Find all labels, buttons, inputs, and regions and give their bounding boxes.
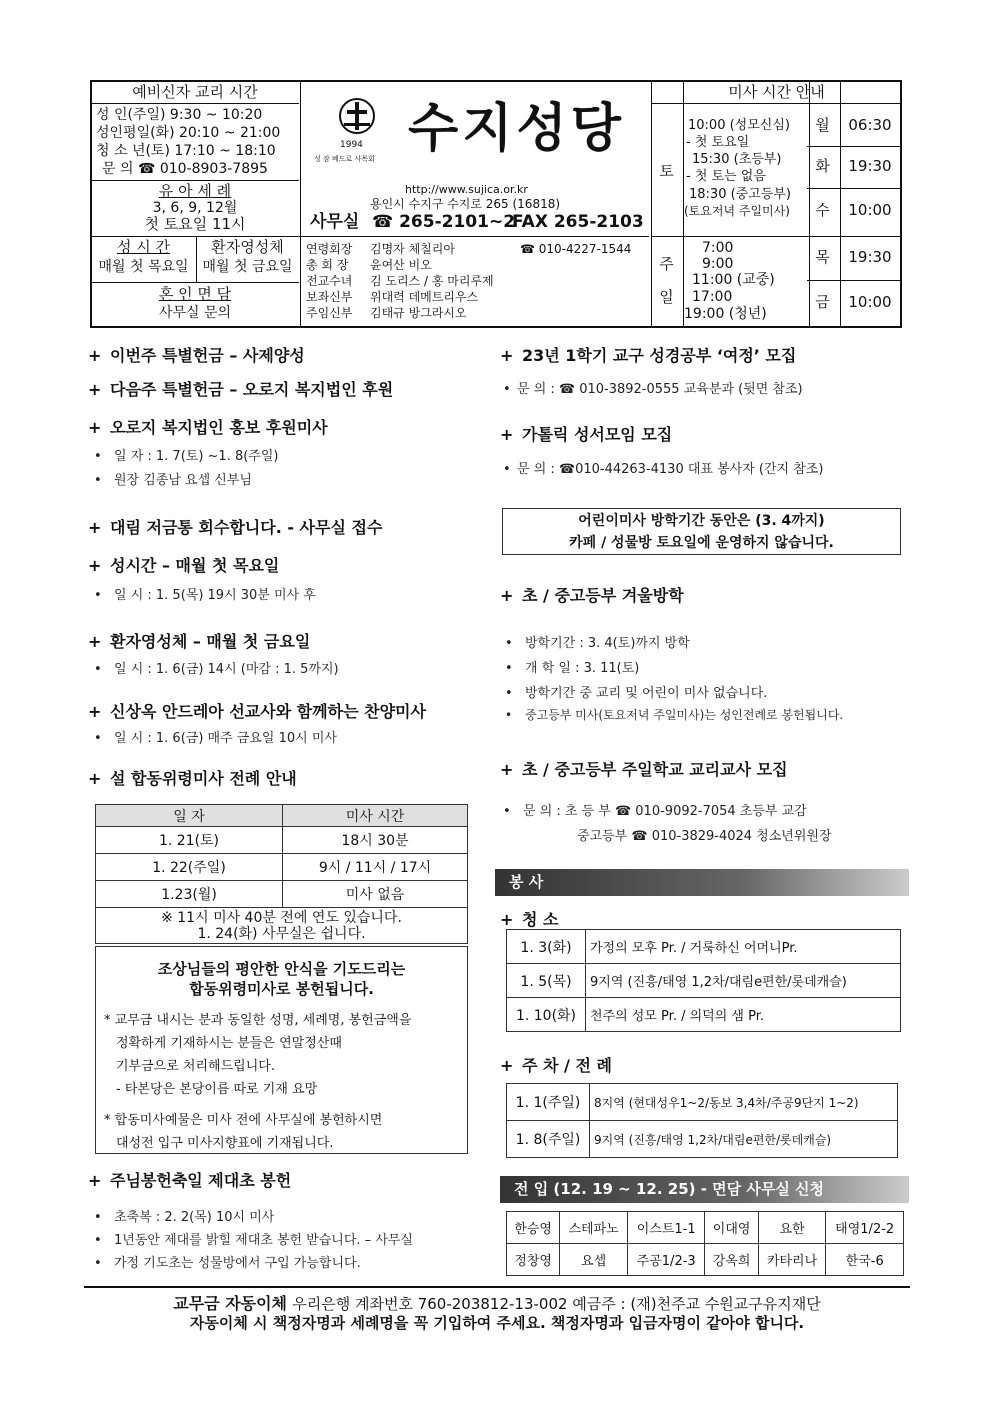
list-item: • 개 학 일 : 3. 11(토) — [505, 661, 640, 676]
mass-times-title: 미사 시간 안내 — [728, 83, 825, 101]
list-item: • 일 시 : 1. 6(금) 14시 (마감 : 1. 5까지) — [94, 662, 339, 677]
list-item: • 일 시 : 1. 6(금) 매주 금요일 10시 미사 — [94, 731, 337, 746]
list-item: • 일 시 : 1. 5(목) 19시 30분 미사 후 — [94, 588, 316, 603]
office-label: 사무실 — [310, 212, 360, 232]
table-header: 미사 시간 — [283, 805, 468, 827]
office-phone: ☎ 265-2101~2 — [372, 212, 516, 232]
section-title: + 환자영성체 – 매월 첫 금요일 — [88, 632, 311, 651]
saturday-time: 15:30 (초등부) — [692, 152, 782, 167]
table-row: 1. 8(주일) 9지역 (진흥/태영 1,2차/대림e편한/롯데캐슬) — [507, 1121, 898, 1158]
weekday-time: 06:30 — [848, 116, 892, 134]
notice-line: 카페 / 성물방 토요일에 운영하지 않습니다. — [569, 535, 834, 551]
staff-name: 윤여산 비오 — [370, 258, 432, 272]
sick-communion-title: 환자영성체 — [211, 238, 284, 256]
website-link[interactable]: http://www.sujica.or.kr — [405, 183, 528, 196]
section-title: + 주 차 / 전 례 — [500, 1056, 612, 1075]
memorial-box-title: 합동위령미사로 봉헌됩니다. — [189, 980, 374, 998]
section-title: + 초 / 중고등부 겨울방학 — [500, 586, 684, 605]
table-row: 1. 10(화) 천주의 성모 Pr. / 의덕의 샘 Pr. — [507, 998, 901, 1032]
catechism-title: 예비신자 교리 시간 — [132, 83, 258, 101]
catechism-row: 성인평일(화) 20:10 ~ 21:00 — [96, 125, 281, 141]
sunday-time: 11:00 (교중) — [692, 272, 775, 288]
emblem-caption: 성 잠 베드로 사목회 — [314, 155, 375, 163]
weekday-time: 10:00 — [848, 293, 892, 311]
table-row: 1. 5(목) 9지역 (진흥/태영 1,2차/대림e편한/롯데캐슬) — [507, 964, 901, 998]
section-title: + 청 소 — [500, 910, 559, 929]
infant-baptism-months: 3, 6, 9, 12월 — [152, 200, 238, 216]
section-title: + 가톨릭 성서모임 모집 — [500, 425, 673, 444]
marriage-contact: 사무실 문의 — [158, 305, 232, 321]
sunday-label: 일 — [659, 288, 674, 306]
transfer-banner: 전 입 (12. 19 ~ 12. 25) - 면담 사무실 신청 — [500, 1176, 909, 1203]
section-title: + 23년 1학기 교구 성경공부 ‘여정’ 모집 — [500, 346, 797, 365]
footer — [84, 1286, 910, 1333]
weekday-label: 월 — [815, 116, 830, 134]
footer-autopay-label: 교무금 자동이체 — [173, 1294, 288, 1313]
staff-role: 총 회 장 — [306, 258, 349, 272]
table-row — [96, 908, 468, 944]
service-banner: 봉 사 — [495, 869, 909, 896]
weekday-label: 화 — [815, 157, 830, 175]
list-item: • 문 의 : ☎010-44263-4130 대표 봉사자 (간지 참조) — [503, 462, 824, 477]
weekday-time: 19:30 — [848, 157, 892, 175]
table-row: 정창영 요셉 주공1/2-3 강옥희 카타리나 한국-6 — [507, 1244, 904, 1276]
memorial-box-note: - 타본당은 본당이름 따로 기재 요망 — [116, 1082, 318, 1097]
memorial-box-note: * 합동미사예물은 미사 전에 사무실에 봉헌하시면 — [104, 1113, 383, 1128]
staff-role: 주임신부 — [306, 306, 353, 320]
staff-role: 전교수녀 — [306, 274, 353, 288]
table-row: 한승영 스테파노 이스트1-1 이대영 요한 태영1/2-2 — [507, 1212, 904, 1244]
table-row: 1. 1(주일) 8지역 (현대성우1~2/동보 3,4차/주공9단지 1~2) — [507, 1084, 898, 1121]
memorial-note: 1. 24(화) 사무실은 쉽니다. — [197, 925, 366, 942]
catechism-row: 성 인(주일) 9:30 ~ 10:20 — [96, 107, 263, 123]
table-row: 1.23(월) 미사 없음 — [96, 881, 468, 908]
section-title: + 오로지 복지법인 홍보 후원미사 — [88, 418, 328, 437]
memorial-box-note: * 교무금 내시는 분과 동일한 성명, 세례명, 봉헌금액을 — [104, 1013, 412, 1028]
footer-note: 자동이체 시 책정자명과 세례명을 꼭 기입하여 주세요. 책정자명과 입금자명이 같아야 합니다. — [189, 1314, 805, 1332]
memorial-box-note: 기부금으로 처리해드립니다. — [116, 1059, 275, 1074]
saturday-note: - 첫 토는 없음 — [686, 169, 766, 184]
table-row: 1. 21(토) 18시 30분 — [96, 827, 468, 854]
footer-account: 우리은행 계좌번호 760-203812-13-002 예금주 : (재)천주교 수원교구유지재단 — [292, 1295, 821, 1313]
section-title: + 성시간 – 매월 첫 목요일 — [88, 556, 280, 575]
list-item: • 일 자 : 1. 7(토) ~1. 8(주일) — [94, 449, 279, 464]
section-title: + 설 합동위령미사 전례 안내 — [88, 769, 297, 788]
staff-role: 연령회장 — [306, 242, 353, 256]
list-item: • 중고등부 미사(토요저녁 주일미사)는 성인전례로 봉헌됩니다. — [505, 708, 844, 722]
list-item: • 문 의 : ☎ 010-3892-0555 교육분과 (뒷면 참조) — [503, 382, 803, 397]
sunday-time: 7:00 — [702, 240, 734, 256]
notice-box — [502, 508, 901, 555]
office-fax: FAX 265-2103 — [512, 212, 644, 232]
staff-role: 보좌신부 — [306, 290, 353, 304]
sunday-time: 19:00 (청년) — [684, 306, 767, 322]
cleaning-table — [506, 929, 901, 1032]
memorial-box-note: 대성전 입구 미사지향표에 기재됩니다. — [116, 1136, 334, 1151]
saturday-time: 18:30 (중고등부) — [689, 187, 791, 202]
list-item: • 가정 기도초는 성물방에서 구입 가능합니다. — [94, 1256, 361, 1271]
sunday-label: 주 — [659, 255, 674, 273]
memorial-mass-table — [95, 804, 468, 944]
saturday-note: (토요저녁 주일미사) — [684, 204, 790, 218]
section-title: + 대림 저금통 회수합니다. - 사무실 접수 — [88, 518, 383, 537]
staff-name: 김명자 체칠리아 — [370, 242, 455, 256]
weekday-label: 금 — [815, 293, 830, 311]
table-header: 일 자 — [96, 805, 283, 827]
saturday-label: 토 — [659, 162, 674, 180]
infant-baptism-title: 유 아 세 례 — [158, 182, 232, 200]
catechism-contact: 문 의 ☎ 010-8903-7895 — [102, 161, 268, 177]
section-title: + 다음주 특별헌금 – 오로지 복지법인 후원 — [88, 380, 394, 399]
weekday-label: 수 — [815, 201, 830, 219]
staff-name: 위대력 데메트리우스 — [370, 290, 479, 304]
weekday-time: 19:30 — [848, 248, 892, 266]
memorial-info-box — [95, 946, 468, 1154]
memorial-box-note: 정확하게 기재하시는 분들은 연말정산때 — [116, 1036, 342, 1051]
notice-line: 어린이미사 방학기간 동안은 (3. 4까지) — [578, 513, 825, 529]
infant-baptism-day: 첫 토요일 11시 — [144, 215, 246, 233]
section-title: + 이번주 특별헌금 – 사제양성 — [88, 346, 305, 365]
section-title: + 신상옥 안드레아 선교사와 함께하는 찬양미사 — [88, 702, 426, 721]
section-title: + 주님봉헌축일 제대초 봉헌 — [88, 1171, 292, 1190]
weekday-label: 목 — [815, 248, 830, 266]
table-row: 1. 3(화) 가정의 모후 Pr. / 거룩하신 어머니Pr. — [507, 930, 901, 964]
staff-name: 김태규 방그라시오 — [370, 306, 467, 320]
sick-communion-day: 매월 첫 금요일 — [202, 259, 293, 275]
sunday-time: 17:00 — [692, 289, 733, 305]
staff-phone: ☎ 010-4227-1544 — [520, 242, 632, 256]
memorial-note: ※ 11시 미사 40분 전에 연도 있습니다. — [161, 909, 402, 926]
saturday-time: 10:00 (성모신심) — [688, 118, 790, 133]
list-item: • 1년동안 제대를 밝힐 제대초 봉헌 받습니다. – 사무실 — [94, 1233, 413, 1248]
catechism-row: 청 소 년(토) 17:10 ~ 18:10 — [96, 143, 276, 159]
saturday-note: - 첫 토요일 — [686, 135, 750, 150]
emblem-year: 1994 — [340, 140, 363, 150]
marriage-title: 혼 인 면 담 — [158, 285, 232, 303]
list-item: • 문 의 : 초 등 부 ☎ 010-9092-7054 초등부 교감 — [503, 804, 807, 819]
church-address: 용인시 수지구 수지로 265 (16818) — [370, 197, 561, 211]
section-title: + 초 / 중고등부 주일학교 교리교사 모집 — [500, 760, 788, 779]
sunday-time: 9:00 — [702, 256, 734, 272]
list-item: • 방학기간 : 3. 4(토)까지 방학 — [505, 636, 690, 651]
list-item: • 원장 김종남 요셉 신부님 — [94, 473, 252, 488]
holy-hour-day: 매월 첫 목요일 — [98, 259, 189, 275]
list-item: • 초축복 : 2. 2(목) 10시 미사 — [94, 1210, 275, 1225]
staff-name: 김 도리스 / 홍 마리루제 — [370, 274, 494, 288]
parking-liturgy-table — [506, 1083, 898, 1158]
list-item: • 방학기간 중 교리 및 어린이 미사 없습니다. — [505, 686, 768, 701]
church-name: 수지성당 — [408, 99, 625, 159]
transfer-table — [506, 1211, 904, 1276]
list-item: 중고등부 ☎ 010-3829-4024 청소년위원장 — [577, 829, 832, 844]
weekday-time: 10:00 — [848, 201, 892, 219]
memorial-box-title: 조상님들의 평안한 안식을 기도드리는 — [157, 960, 406, 978]
table-row: 1. 22(주일) 9시 / 11시 / 17시 — [96, 854, 468, 881]
holy-hour-title: 성 시 간 — [116, 238, 170, 256]
